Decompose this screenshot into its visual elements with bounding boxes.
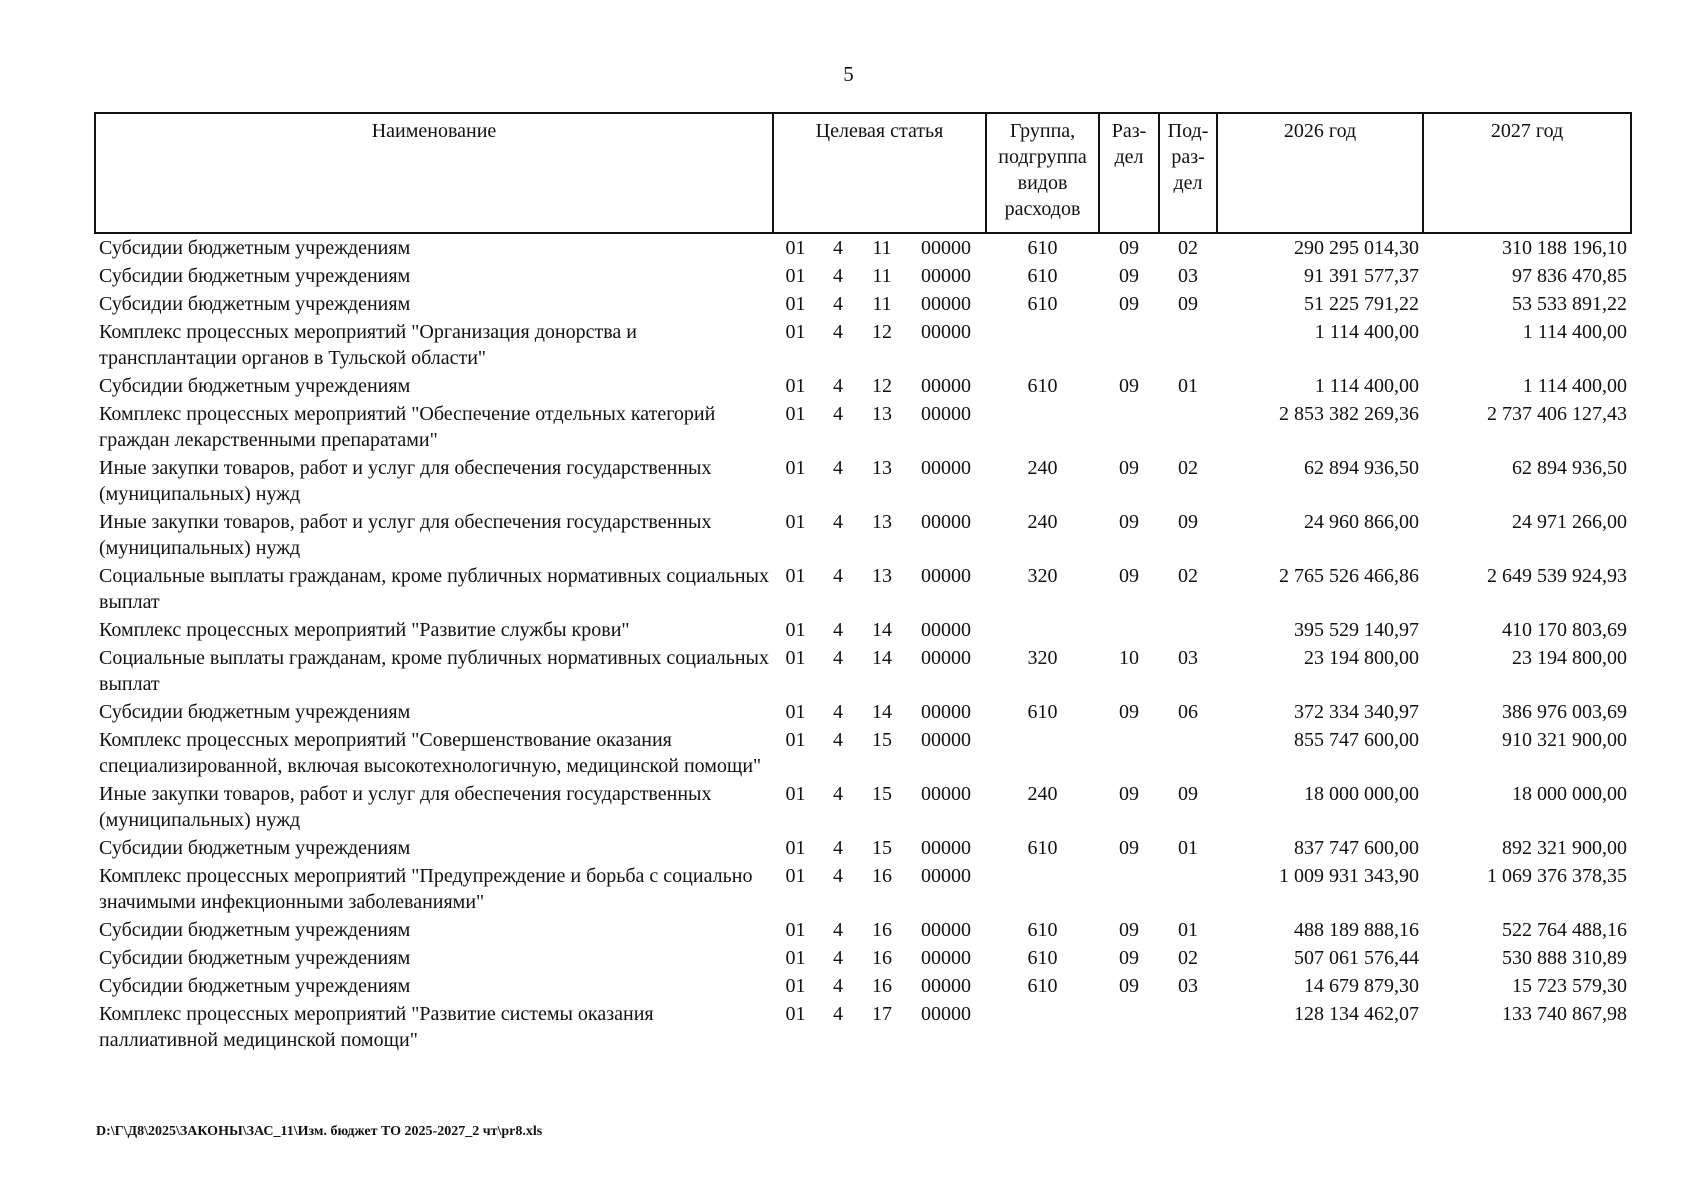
- file-path-footer: D:\Г\Д8\2025\ЗАКОНЫ\ЗАС_11\Изм. бюджет ТО 2025-2027_2 чт\pr8.xls: [96, 1124, 543, 1139]
- amount-2026: 23 194 800,00: [1304, 647, 1420, 669]
- expense-group: 610: [1027, 265, 1058, 287]
- target-subprogram: 4: [833, 837, 843, 859]
- target-subprogram: 4: [833, 701, 843, 723]
- subsection-code: 02: [1178, 565, 1199, 587]
- row-name: Субсидии бюджетным учреждениям: [99, 837, 411, 859]
- subsection-code: 03: [1178, 647, 1199, 669]
- target-program: 01: [785, 619, 806, 641]
- amount-2026: 290 295 014,30: [1294, 237, 1420, 259]
- target-program: 01: [785, 837, 806, 859]
- subsection-code: [1159, 862, 1217, 916]
- amount-2027: 24 971 266,00: [1512, 511, 1628, 533]
- target-program: 01: [785, 947, 806, 969]
- target-code: 00000: [921, 975, 972, 997]
- amount-2026: 837 747 600,00: [1294, 837, 1420, 859]
- target-code: 00000: [921, 837, 972, 859]
- expense-group: 610: [1027, 837, 1058, 859]
- target-code: 00000: [921, 511, 972, 533]
- target-complex: 16: [872, 919, 892, 941]
- section-code: 09: [1119, 237, 1140, 259]
- target-code: 00000: [921, 457, 972, 479]
- table-row: [95, 916, 1631, 944]
- target-code: 00000: [921, 565, 972, 587]
- expense-group: [986, 862, 1099, 916]
- target-code: 00000: [921, 865, 972, 887]
- header-expense-group: Группа, подгруппа видов расходов: [986, 113, 1099, 233]
- expense-group: 610: [1027, 701, 1058, 723]
- table-row: [95, 318, 1631, 372]
- target-complex: 15: [872, 729, 892, 751]
- target-code: 00000: [921, 647, 972, 669]
- target-code: 00000: [921, 919, 972, 941]
- amount-2026: 507 061 576,44: [1294, 947, 1420, 969]
- table-row: [95, 290, 1631, 318]
- amount-2027: 1 069 376 378,35: [1487, 865, 1628, 887]
- amount-2027: 522 764 488,16: [1502, 919, 1628, 941]
- subsection-code: 02: [1178, 947, 1199, 969]
- amount-2027: 410 170 803,69: [1502, 619, 1628, 641]
- amount-2026: 1 009 931 343,90: [1279, 865, 1420, 887]
- table-row: [95, 454, 1631, 508]
- table-row: [95, 1000, 1631, 1054]
- target-code: 00000: [921, 293, 972, 315]
- row-name: Иные закупки товаров, работ и услуг для обеспечения государственных (муниципальных) нужд: [99, 511, 712, 559]
- table-row: [95, 834, 1631, 862]
- target-subprogram: 4: [833, 265, 843, 287]
- amount-2027: 15 723 579,30: [1512, 975, 1628, 997]
- target-program: 01: [785, 729, 806, 751]
- target-subprogram: 4: [833, 1003, 843, 1025]
- table-row: [95, 780, 1631, 834]
- table-body: [95, 233, 1631, 1054]
- subsection-code: 03: [1178, 975, 1199, 997]
- expense-group: 240: [1027, 457, 1058, 479]
- section-code: 09: [1119, 565, 1140, 587]
- table-row: [95, 644, 1631, 698]
- expense-group: 610: [1027, 975, 1058, 997]
- target-code: 00000: [921, 375, 972, 397]
- target-program: 01: [785, 321, 806, 343]
- expense-group: 610: [1027, 375, 1058, 397]
- amount-2026: 91 391 577,37: [1304, 265, 1420, 287]
- target-code: 00000: [921, 237, 972, 259]
- amount-2026: 128 134 462,07: [1294, 1003, 1420, 1025]
- amount-2027: 62 894 936,50: [1512, 457, 1628, 479]
- amount-2027: 1 114 400,00: [1522, 321, 1628, 343]
- subsection-code: 01: [1178, 375, 1199, 397]
- row-name: Субсидии бюджетным учреждениям: [99, 237, 411, 259]
- table-row: [95, 562, 1631, 616]
- section-code: 09: [1119, 293, 1140, 315]
- section-code: [1099, 616, 1159, 644]
- section-code: 09: [1119, 701, 1140, 723]
- row-name: Субсидии бюджетным учреждениям: [99, 293, 411, 315]
- table-row: [95, 698, 1631, 726]
- section-code: 09: [1119, 457, 1140, 479]
- target-program: 01: [785, 375, 806, 397]
- target-complex: 11: [872, 293, 892, 315]
- subsection-code: [1159, 318, 1217, 372]
- target-complex: 16: [872, 947, 892, 969]
- section-code: 09: [1119, 783, 1140, 805]
- header-year-2027: 2027 год: [1423, 113, 1631, 233]
- target-subprogram: 4: [833, 619, 843, 641]
- target-program: 01: [785, 565, 806, 587]
- subsection-code: [1159, 1000, 1217, 1054]
- amount-2027: 2 737 406 127,43: [1487, 403, 1628, 425]
- expense-group: [986, 726, 1099, 780]
- row-name: Комплекс процессных мероприятий "Развитие системы оказания паллиативной медицинской помощи": [99, 1003, 654, 1051]
- table-row: [95, 372, 1631, 400]
- section-code: 09: [1119, 265, 1140, 287]
- expense-group: 610: [1027, 947, 1058, 969]
- target-subprogram: 4: [833, 975, 843, 997]
- target-program: 01: [785, 919, 806, 941]
- target-program: 01: [785, 975, 806, 997]
- target-subprogram: 4: [833, 237, 843, 259]
- expense-group: 610: [1027, 919, 1058, 941]
- section-code: [1099, 726, 1159, 780]
- row-name: Субсидии бюджетным учреждениям: [99, 265, 411, 287]
- table-row: [95, 944, 1631, 972]
- row-name: Комплекс процессных мероприятий "Предупреждение и борьба с социально значимыми инфекционными заболеваниями": [99, 865, 753, 913]
- expense-group: [986, 400, 1099, 454]
- amount-2027: 892 321 900,00: [1502, 837, 1628, 859]
- target-subprogram: 4: [833, 647, 843, 669]
- row-name: Комплекс процессных мероприятий "Обеспечение отдельных категорий граждан лекарственными препаратами": [99, 403, 716, 451]
- target-complex: 16: [872, 975, 892, 997]
- subsection-code: [1159, 726, 1217, 780]
- target-program: 01: [785, 403, 806, 425]
- row-name: Комплекс процессных мероприятий "Развитие службы крови": [99, 619, 630, 641]
- target-code: 00000: [921, 783, 972, 805]
- target-complex: 16: [872, 865, 892, 887]
- expense-group: 610: [1027, 293, 1058, 315]
- target-program: 01: [785, 1003, 806, 1025]
- target-program: 01: [785, 701, 806, 723]
- amount-2027: 2 649 539 924,93: [1487, 565, 1628, 587]
- subsection-code: 09: [1178, 293, 1199, 315]
- row-name: Социальные выплаты гражданам, кроме публичных нормативных социальных выплат: [99, 565, 769, 613]
- header-target-article: Целевая статья: [773, 113, 986, 233]
- amount-2026: 51 225 791,22: [1304, 293, 1420, 315]
- amount-2026: 2 765 526 466,86: [1279, 565, 1420, 587]
- expense-group: 240: [1027, 511, 1058, 533]
- subsection-code: [1159, 400, 1217, 454]
- target-subprogram: 4: [833, 783, 843, 805]
- subsection-code: 01: [1178, 837, 1199, 859]
- target-complex: 15: [872, 783, 892, 805]
- target-subprogram: 4: [833, 457, 843, 479]
- table-row: [95, 726, 1631, 780]
- section-code: [1099, 862, 1159, 916]
- section-code: [1099, 400, 1159, 454]
- expense-group: [986, 318, 1099, 372]
- target-complex: 13: [872, 457, 892, 479]
- target-complex: 13: [872, 565, 892, 587]
- header-subsection: Под- раз- дел: [1159, 113, 1217, 233]
- subsection-code: 02: [1178, 237, 1199, 259]
- subsection-code: [1159, 616, 1217, 644]
- amount-2026: 395 529 140,97: [1294, 619, 1420, 641]
- section-code: [1099, 318, 1159, 372]
- amount-2027: 310 188 196,10: [1502, 237, 1628, 259]
- target-complex: 14: [872, 701, 892, 723]
- section-code: 09: [1119, 375, 1140, 397]
- amount-2026: 855 747 600,00: [1294, 729, 1420, 751]
- amount-2027: 133 740 867,98: [1502, 1003, 1628, 1025]
- expense-group: 610: [1027, 237, 1058, 259]
- amount-2027: 23 194 800,00: [1512, 647, 1628, 669]
- table-row: [95, 400, 1631, 454]
- target-code: 00000: [921, 729, 972, 751]
- target-subprogram: 4: [833, 729, 843, 751]
- target-subprogram: 4: [833, 321, 843, 343]
- amount-2027: 53 533 891,22: [1512, 293, 1628, 315]
- amount-2027: 910 321 900,00: [1502, 729, 1628, 751]
- amount-2026: 372 334 340,97: [1294, 701, 1420, 723]
- expense-group: 320: [1027, 565, 1058, 587]
- target-complex: 12: [872, 375, 892, 397]
- row-name: Социальные выплаты гражданам, кроме публичных нормативных социальных выплат: [99, 647, 769, 695]
- target-program: 01: [785, 783, 806, 805]
- target-program: 01: [785, 647, 806, 669]
- section-code: [1099, 1000, 1159, 1054]
- target-code: 00000: [921, 1003, 972, 1025]
- expense-group: 320: [1027, 647, 1058, 669]
- target-program: 01: [785, 457, 806, 479]
- expense-group: [986, 1000, 1099, 1054]
- amount-2026: 62 894 936,50: [1304, 457, 1420, 479]
- target-code: 00000: [921, 701, 972, 723]
- target-complex: 12: [872, 321, 892, 343]
- table-row: [95, 262, 1631, 290]
- target-program: 01: [785, 511, 806, 533]
- row-name: Иные закупки товаров, работ и услуг для обеспечения государственных (муниципальных) нужд: [99, 457, 712, 505]
- expense-group: 240: [1027, 783, 1058, 805]
- table-header-row: [95, 113, 1631, 233]
- table-row: [95, 862, 1631, 916]
- row-name: Субсидии бюджетным учреждениям: [99, 375, 411, 397]
- page-number: 5: [843, 62, 854, 86]
- amount-2027: 97 836 470,85: [1512, 265, 1628, 287]
- subsection-code: 02: [1178, 457, 1199, 479]
- budget-table: [94, 112, 1632, 1054]
- amount-2026: 1 114 400,00: [1314, 375, 1420, 397]
- section-code: 09: [1119, 837, 1140, 859]
- section-code: 09: [1119, 919, 1140, 941]
- subsection-code: 06: [1178, 701, 1199, 723]
- table-row: [95, 616, 1631, 644]
- target-subprogram: 4: [833, 375, 843, 397]
- amount-2027: 530 888 310,89: [1502, 947, 1628, 969]
- subsection-code: 01: [1178, 919, 1199, 941]
- target-subprogram: 4: [833, 403, 843, 425]
- target-complex: 14: [872, 647, 892, 669]
- amount-2026: 14 679 879,30: [1304, 975, 1420, 997]
- target-complex: 13: [872, 403, 892, 425]
- target-code: 00000: [921, 265, 972, 287]
- target-complex: 15: [872, 837, 892, 859]
- target-subprogram: 4: [833, 947, 843, 969]
- row-name: Комплекс процессных мероприятий "Совершенствование оказания специализированной, включая высокотехнологичную, медицинской помощи": [99, 729, 762, 777]
- header-name: Наименование: [95, 113, 773, 233]
- target-complex: 13: [872, 511, 892, 533]
- section-code: 10: [1119, 647, 1140, 669]
- amount-2026: 24 960 866,00: [1304, 511, 1420, 533]
- target-code: 00000: [921, 403, 972, 425]
- target-complex: 11: [872, 265, 892, 287]
- target-program: 01: [785, 265, 806, 287]
- amount-2026: 488 189 888,16: [1294, 919, 1420, 941]
- target-complex: 11: [872, 237, 892, 259]
- target-program: 01: [785, 865, 806, 887]
- header-year-2026: 2026 год: [1217, 113, 1423, 233]
- table-row: [95, 972, 1631, 1000]
- target-program: 01: [785, 293, 806, 315]
- target-code: 00000: [921, 947, 972, 969]
- target-code: 00000: [921, 619, 972, 641]
- subsection-code: 09: [1178, 511, 1199, 533]
- amount-2027: 18 000 000,00: [1512, 783, 1628, 805]
- amount-2027: 386 976 003,69: [1502, 701, 1628, 723]
- subsection-code: 03: [1178, 265, 1199, 287]
- row-name: Субсидии бюджетным учреждениям: [99, 947, 411, 969]
- section-code: 09: [1119, 975, 1140, 997]
- target-subprogram: 4: [833, 293, 843, 315]
- table-row: [95, 233, 1631, 262]
- target-complex: 14: [872, 619, 892, 641]
- target-subprogram: 4: [833, 511, 843, 533]
- row-name: Субсидии бюджетным учреждениям: [99, 975, 411, 997]
- row-name: Иные закупки товаров, работ и услуг для обеспечения государственных (муниципальных) нужд: [99, 783, 712, 831]
- target-code: 00000: [921, 321, 972, 343]
- target-program: 01: [785, 237, 806, 259]
- row-name: Комплекс процессных мероприятий "Организация донорства и трансплантации органов в Тульской области": [99, 321, 637, 369]
- expense-group: [986, 616, 1099, 644]
- amount-2027: 1 114 400,00: [1522, 375, 1628, 397]
- section-code: 09: [1119, 511, 1140, 533]
- amount-2026: 2 853 382 269,36: [1279, 403, 1420, 425]
- target-complex: 17: [872, 1003, 892, 1025]
- section-code: 09: [1119, 947, 1140, 969]
- target-subprogram: 4: [833, 919, 843, 941]
- amount-2026: 1 114 400,00: [1314, 321, 1420, 343]
- table-row: [95, 508, 1631, 562]
- target-subprogram: 4: [833, 565, 843, 587]
- target-subprogram: 4: [833, 865, 843, 887]
- row-name: Субсидии бюджетным учреждениям: [99, 701, 411, 723]
- row-name: Субсидии бюджетным учреждениям: [99, 919, 411, 941]
- amount-2026: 18 000 000,00: [1304, 783, 1420, 805]
- subsection-code: 09: [1178, 783, 1199, 805]
- header-section: Раз- дел: [1099, 113, 1159, 233]
